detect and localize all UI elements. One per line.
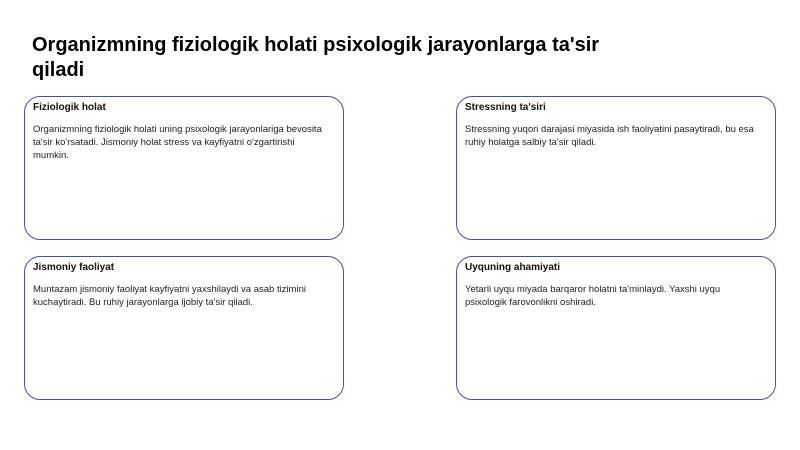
card-text: Yetarli uyqu miyada barqaror holatni ta'minlaydi. Yaxshi uyqu psixologik farovonlikni oshiradi. xyxy=(465,284,721,308)
card-text: Stressning yuqori darajasi miyasida ish faoliyatini pasaytiradi, bu esa ruhiy holatga salbiy ta'sir qiladi. xyxy=(465,124,754,148)
card-jismoniy-faoliyat xyxy=(24,256,344,400)
card-stressning-tasiri xyxy=(456,96,776,240)
slide-title: Organizmning fiziologik holati psixologik jarayonlarga ta'sir qiladi xyxy=(32,34,600,81)
card-fiziologik-holat xyxy=(24,96,344,240)
card-title: Fiziologik holat xyxy=(33,102,106,113)
card-uyquning-ahamiyati xyxy=(456,256,776,400)
card-text: Muntazam jismoniy faoliyat kayfiyatni yaxshilaydi va asab tizimini kuchaytiradi. Bu ruhiy jarayonlarga ijobiy ta'sir qiladi. xyxy=(33,284,306,308)
card-title: Jismoniy faoliyat xyxy=(33,262,115,273)
card-title: Stressning ta'siri xyxy=(465,102,546,113)
card-title: Uyquning ahamiyati xyxy=(465,262,561,273)
card-text: Organizmning fiziologik holati uning psixologik jarayonlariga bevosita ta'sir ko'rsatadi. Jismoniy holat stress va kayfiyatni o'zgartirishi mumkin. xyxy=(33,124,322,161)
